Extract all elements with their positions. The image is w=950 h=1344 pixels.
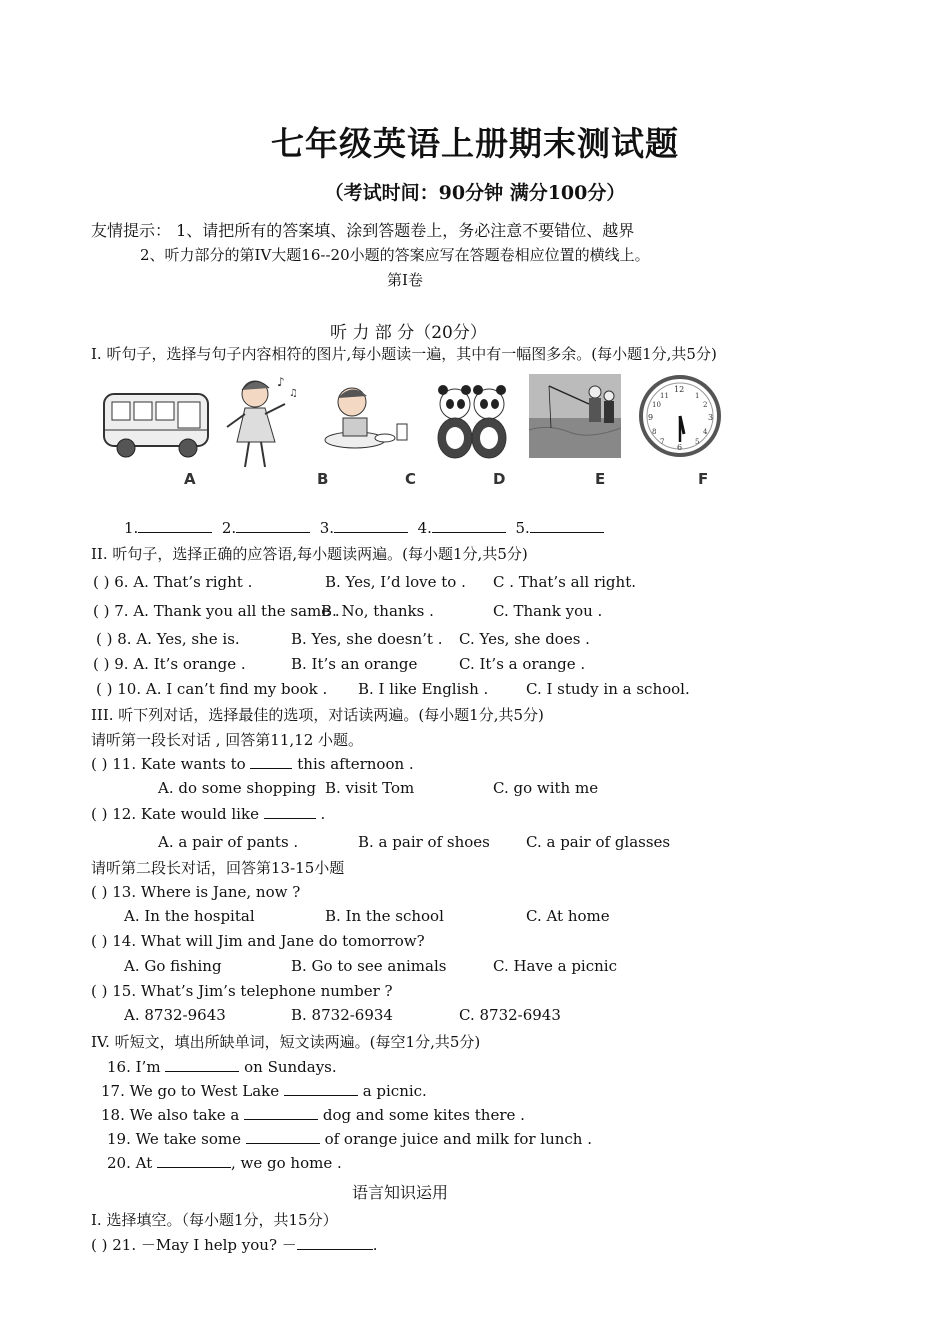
answer-label-3: 3. [319, 519, 335, 537]
girl-eating-picture [317, 380, 417, 460]
q13-option-b: B. In the school [325, 907, 444, 925]
svg-text:5: 5 [695, 438, 700, 446]
answer-blank-3[interactable] [334, 518, 408, 533]
svg-text:10: 10 [652, 401, 661, 409]
q16-pre: 16. I’m [107, 1058, 161, 1076]
q6-option-c: C . That’s all right. [493, 573, 636, 591]
q14-stem: ( ) 14. What will Jim and Jane do tomorrow? [91, 932, 425, 950]
answer-label-2: 2. [221, 519, 237, 537]
picture-letter-b: B [317, 470, 329, 488]
q11-option-a: A. do some shopping [158, 779, 317, 797]
q10-option-c: C. I study in a school. [526, 680, 690, 698]
q13-option-a: A. In the hospital [124, 907, 255, 925]
picture-letter-a: A [184, 470, 196, 488]
q20-blank[interactable] [157, 1153, 231, 1168]
tip-line-2: 2、听力部分的第IV大题16--20小题的答案应写在答题卷相应位置的横线上。 [140, 246, 650, 264]
answer-label-5: 5. [515, 519, 530, 537]
svg-text:9: 9 [648, 413, 654, 422]
svg-text:12: 12 [674, 385, 685, 394]
q19 [107, 1129, 592, 1148]
q14-option-c: C. Have a picnic [493, 957, 617, 975]
part1-instruction: I. 听句子，选择与句子内容相符的图片,每小题读一遍，其中有一幅图多余。(每小题1分,共5分) [91, 345, 717, 363]
q12-option-a: A. a pair of pants . [158, 833, 299, 851]
answer-blank-5[interactable] [530, 518, 604, 533]
q15-stem: ( ) 15. What’s Jim’s telephone number ? [91, 982, 393, 1000]
q12-stem [91, 804, 325, 823]
q6-option-b: B. Yes, I’d love to . [325, 573, 466, 591]
q19-blank[interactable] [246, 1129, 320, 1144]
q12-option-c: C. a pair of glasses [526, 833, 671, 851]
q12-stem-text: ( ) 12. Kate would like [91, 805, 259, 823]
q12-stem-tail: . [320, 805, 326, 823]
svg-text:3: 3 [708, 413, 714, 422]
q20-post: , we go home . [231, 1154, 342, 1172]
picture-letter-c: C [405, 470, 417, 488]
q18-pre: 18. We also take a [101, 1106, 240, 1124]
listening-heading: 听 力 部 分（20分） [330, 323, 487, 343]
q20-pre: 20. At [107, 1154, 153, 1172]
part2-instruction: II. 听句子，选择正确的应答语,每小题读两遍。(每小题1分,共5分) [91, 545, 528, 563]
svg-text:2: 2 [703, 401, 708, 409]
answer-blank-1[interactable] [138, 518, 212, 533]
volume-label: 第Ⅰ卷 [387, 271, 423, 289]
q8-option-b: B. Yes, she doesn’t . [291, 630, 443, 648]
q11-stem [91, 754, 414, 773]
dialogue1-note: 请听第一段长对话 , 回答第11,12 小题。 [91, 731, 364, 749]
svg-text:11: 11 [660, 392, 669, 400]
bus-and-singing-girl-picture [100, 382, 212, 462]
svg-text:8: 8 [652, 428, 657, 436]
q11-blank[interactable] [250, 754, 292, 769]
q14-option-b: B. Go to see animals [291, 957, 447, 975]
answer-label-1: 1. [124, 519, 139, 537]
q19-pre: 19. We take some [107, 1130, 241, 1148]
q16 [107, 1057, 337, 1076]
part1-answer-row [124, 518, 604, 537]
q17 [101, 1081, 427, 1100]
clock-picture [638, 372, 722, 460]
q9-option-c: C. It’s a orange . [459, 655, 586, 673]
q20 [107, 1153, 342, 1172]
svg-text:♫: ♫ [289, 388, 298, 399]
q7-stem: ( ) 7. A. Thank you all the same . [93, 602, 340, 620]
pandas-picture [433, 380, 513, 462]
q18 [101, 1105, 525, 1124]
svg-text:♪: ♪ [277, 375, 285, 389]
q11-stem-tail: this afternoon . [297, 755, 414, 773]
page-title: 七年级英语上册期末测试题 [271, 124, 679, 163]
q19-post: of orange juice and milk for lunch . [324, 1130, 593, 1148]
q18-blank[interactable] [244, 1105, 318, 1120]
picture-letter-f: F [698, 470, 709, 488]
svg-text:1: 1 [695, 392, 700, 400]
q15-option-b: B. 8732-6934 [291, 1006, 393, 1024]
q18-post: dog and some kites there . [322, 1106, 525, 1124]
part3-instruction: III. 听下列对话，选择最佳的选项，对话读两遍。(每小题1分,共5分) [91, 706, 544, 724]
q6-stem: ( ) 6. A. That’s right . [93, 573, 253, 591]
q21-blank[interactable] [297, 1235, 373, 1250]
answer-blank-2[interactable] [236, 518, 310, 533]
q15-option-a: A. 8732-9643 [124, 1006, 226, 1024]
q11-stem-text: ( ) 11. Kate wants to [91, 755, 246, 773]
fishing-picture [529, 374, 621, 458]
language-heading: 语言知识运用 [352, 1183, 449, 1202]
dialogue2-note: 请听第二段长对话，回答第13-15小题 [91, 859, 345, 877]
q21 [91, 1234, 378, 1255]
q9-stem: ( ) 9. A. It’s orange . [93, 655, 246, 673]
exam-info: （考试时间：90分钟 满分100分） [324, 182, 626, 204]
q10-stem: ( ) 10. A. I can’t find my book . [96, 680, 328, 698]
q11-option-b: B. visit Tom [325, 779, 415, 797]
q15-option-c: C. 8732-6943 [459, 1006, 561, 1024]
language-part1-instruction: I. 选择填空。（每小题1分，共15分） [91, 1211, 338, 1229]
picture-letter-e: E [595, 470, 606, 488]
answer-blank-4[interactable] [432, 518, 506, 533]
q14-option-a: A. Go fishing [124, 957, 222, 975]
q17-blank[interactable] [284, 1081, 358, 1096]
svg-text:6: 6 [677, 443, 683, 452]
q17-post: a picnic. [362, 1082, 427, 1100]
tip-line-1: 友情提示： 1、请把所有的答案填、涂到答题卷上，务必注意不要错位、越界 [91, 221, 635, 240]
q8-stem: ( ) 8. A. Yes, she is. [96, 630, 240, 648]
part4-instruction: IV. 听短文，填出所缺单词，短文读两遍。(每空1分,共5分) [91, 1033, 481, 1051]
q7-option-c: C. Thank you . [493, 602, 603, 620]
q11-option-c: C. go with me [493, 779, 599, 797]
picture-letter-d: D [493, 470, 506, 488]
q16-post: on Sundays. [244, 1058, 337, 1076]
q8-option-c: C. Yes, she does . [459, 630, 590, 648]
q21-post: . [372, 1236, 378, 1254]
q12-option-b: B. a pair of shoes [358, 833, 490, 851]
q16-blank[interactable] [165, 1057, 239, 1072]
q13-option-c: C. At home [526, 907, 610, 925]
singing-girl-icon [215, 372, 305, 472]
q12-blank[interactable] [264, 804, 316, 819]
q9-option-b: B. It’s an orange [291, 655, 418, 673]
svg-text:4: 4 [703, 428, 708, 436]
q21-pre: ( ) 21. －May I help you? － [91, 1236, 297, 1254]
q7-option-b: B. No, thanks . [321, 602, 434, 620]
q17-pre: 17. We go to West Lake [101, 1082, 280, 1100]
q13-stem: ( ) 13. Where is Jane, now ? [91, 883, 301, 901]
q10-option-b: B. I like English . [358, 680, 489, 698]
svg-text:7: 7 [660, 438, 665, 446]
answer-label-4: 4. [417, 519, 432, 537]
